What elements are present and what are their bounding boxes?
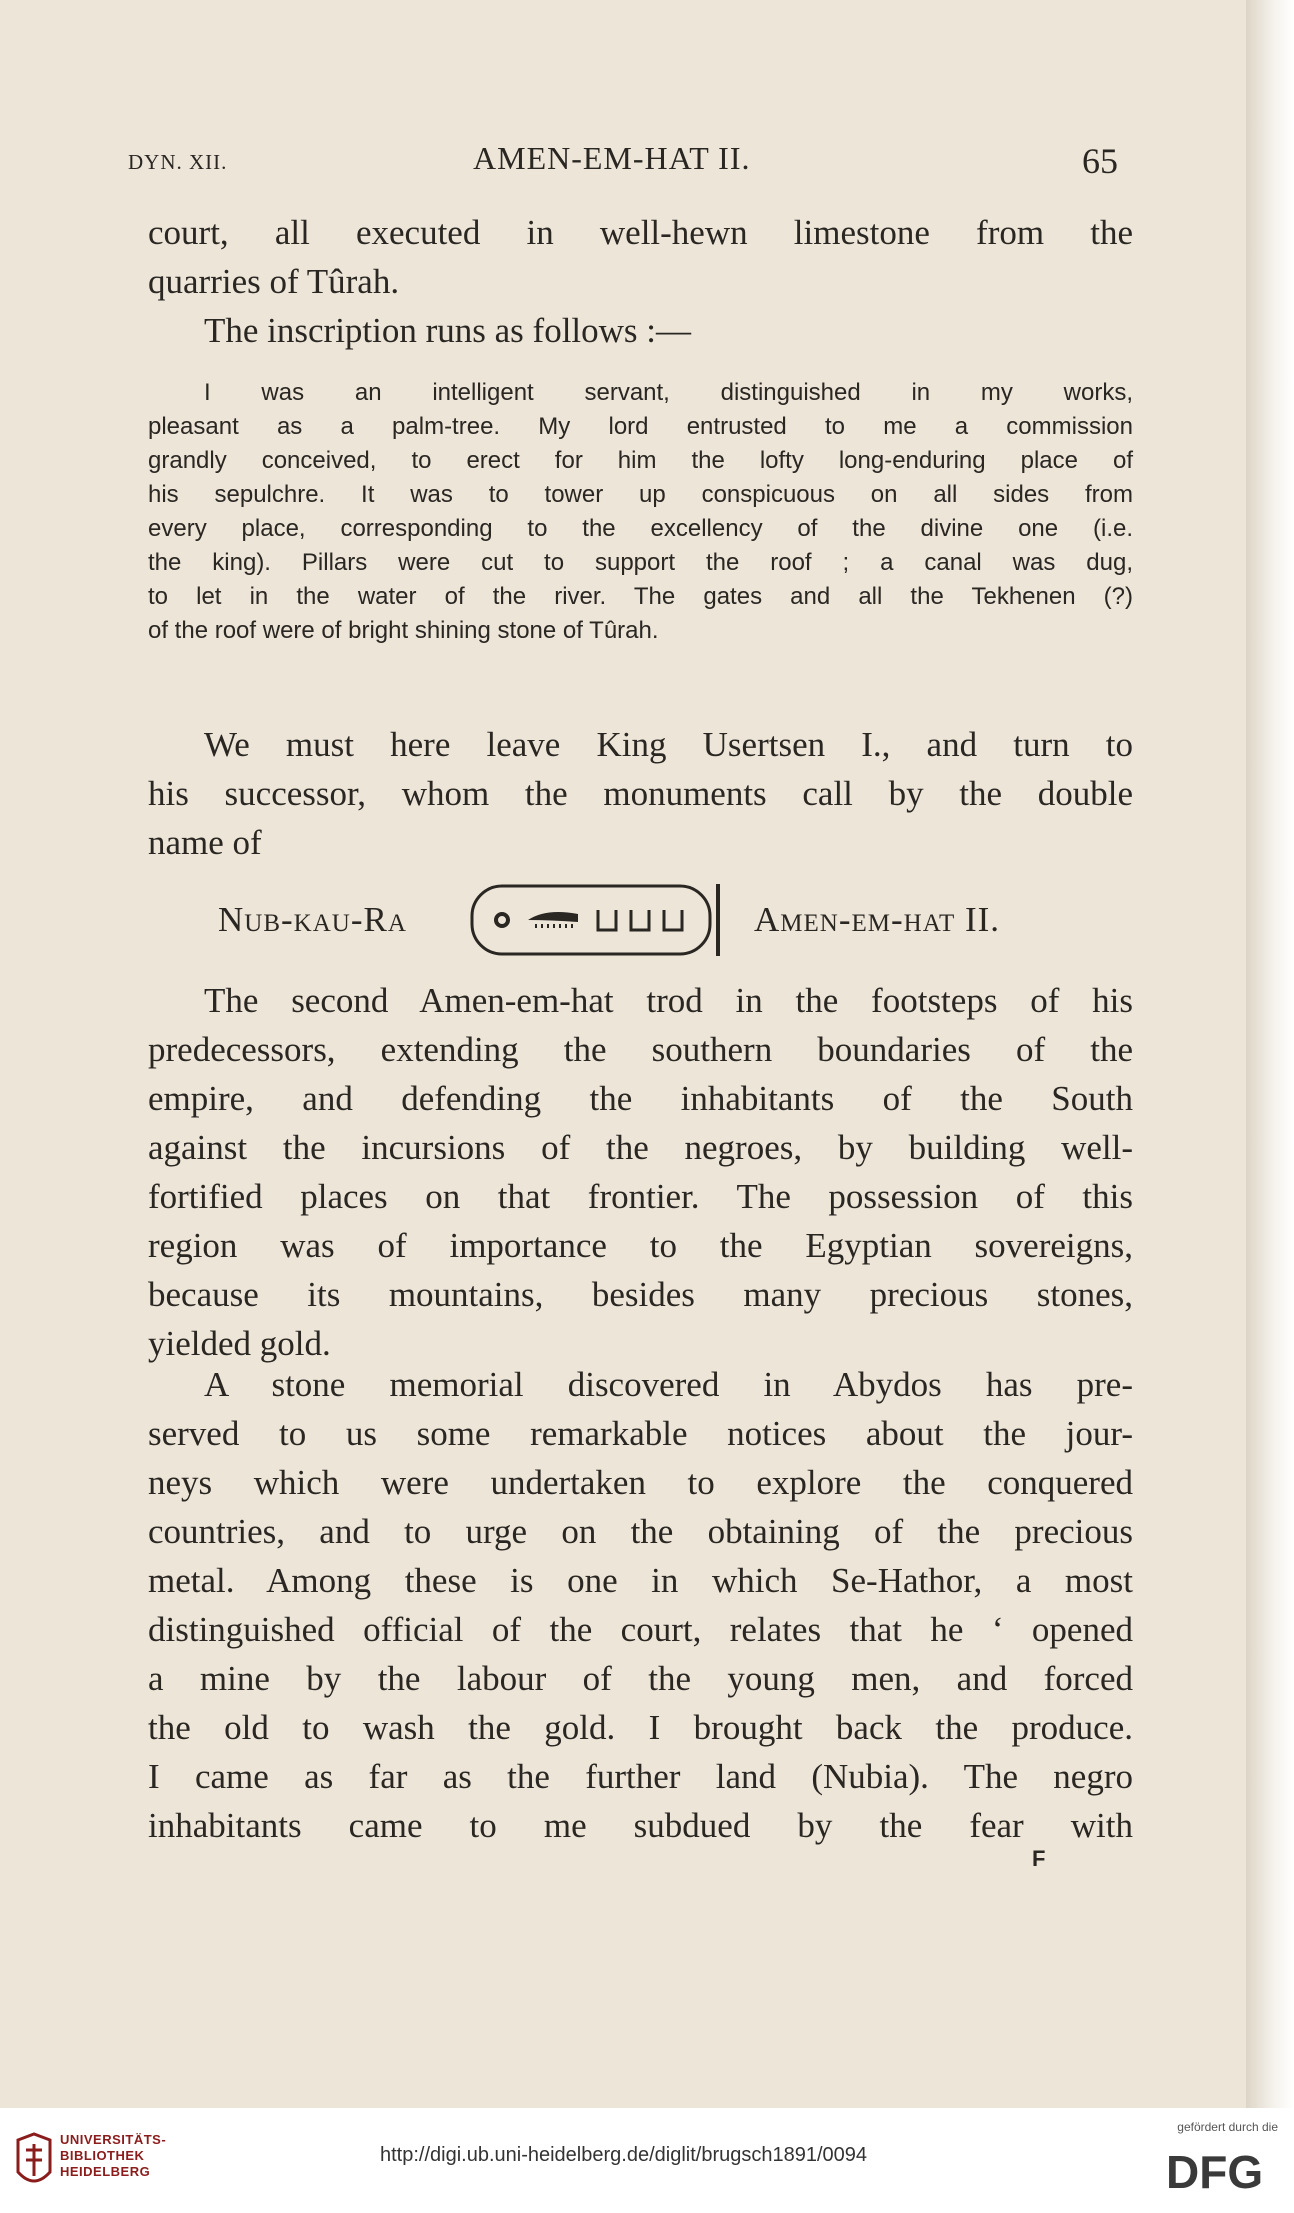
- text-line: The inscription runs as follows :—: [204, 311, 692, 350]
- personal-name: Amen-em-hat II.: [754, 900, 1001, 939]
- paragraph-4: [148, 976, 1133, 1368]
- text-line: We must here leave King Usertsen I., and turn to: [204, 725, 1133, 764]
- paragraph-3: [148, 720, 1133, 867]
- running-head: [128, 140, 1118, 184]
- quote-line: to let in the water of the river. The gates and all the Tekhenen (?): [148, 583, 1133, 610]
- running-head-title: AMEN-EM-HAT II.: [473, 140, 751, 176]
- text-line: neys which were undertaken to explore the conquered: [148, 1463, 1133, 1502]
- text-line: predecessors, extending the southern boundaries of the: [148, 1030, 1133, 1069]
- paragraph-5: [148, 1360, 1133, 1850]
- text-line: distinguished official of the court, relates that he ‘ opened: [148, 1610, 1133, 1649]
- cartouche-hieroglyph-icon: [466, 880, 728, 960]
- running-head-dynasty: DYN. XII.: [128, 150, 228, 174]
- text-line: region was of importance to the Egyptian sovereigns,: [148, 1226, 1133, 1265]
- text-line: countries, and to urge on the obtaining of the precious: [148, 1512, 1133, 1551]
- quote-line: his sepulchre. It was to tower up conspicuous on all sides from: [148, 481, 1133, 508]
- text-line: court, all executed in well-hewn limestone from the: [148, 213, 1133, 252]
- quote-line: the king). Pillars were cut to support the roof ; a canal was dug,: [148, 549, 1133, 576]
- text-line: fortified places on that frontier. The possession of this: [148, 1177, 1133, 1216]
- paragraph-1: [148, 208, 1133, 355]
- quote-line: every place, corresponding to the excellency of the divine one (i.e.: [148, 515, 1133, 542]
- text-line: A stone memorial discovered in Abydos has pre-: [204, 1365, 1133, 1404]
- throne-name: Nub-kau-Ra: [218, 900, 407, 939]
- text-line: empire, and defending the inhabitants of the South: [148, 1079, 1133, 1118]
- text-line: I came as far as the further land (Nubia). The negro: [148, 1757, 1133, 1796]
- library-name-line: BIBLIOTHEK: [60, 2148, 145, 2163]
- text-line: inhabitants came to me subdued by the fear with: [148, 1806, 1133, 1845]
- page-edge: [1246, 0, 1294, 2108]
- source-url-link[interactable]: http://digi.ub.uni-heidelberg.de/diglit/brugsch1891/0094: [380, 2144, 868, 2166]
- digitization-footer: [0, 2108, 1294, 2213]
- library-name: [60, 2132, 166, 2180]
- page-number: 65: [1082, 141, 1118, 181]
- quote-line: pleasant as a palm-tree. My lord entrusted to me a commission: [148, 413, 1133, 440]
- text-line: metal. Among these is one in which Se-Hathor, a most: [148, 1561, 1133, 1600]
- text-line: yielded gold.: [148, 1324, 331, 1363]
- text-line: against the incursions of the negroes, by building well-: [148, 1128, 1133, 1167]
- text-line: a mine by the labour of the young men, and forced: [148, 1659, 1133, 1698]
- inscription-quote: [148, 376, 1133, 648]
- text-line: name of: [148, 823, 262, 862]
- dfg-logo-icon: [1166, 2142, 1278, 2196]
- text-line: his successor, whom the monuments call by the double: [148, 774, 1133, 813]
- quote-line: grandly conceived, to erect for him the lofty long-enduring place of: [148, 447, 1133, 474]
- dfg-logo-text: DFG: [1166, 2146, 1264, 2196]
- royal-names-row: [218, 872, 1118, 968]
- signature-mark: F: [1032, 1846, 1046, 1871]
- text-line: The second Amen-em-hat trod in the footsteps of his: [204, 981, 1133, 1020]
- funder-text: gefördert durch die: [1177, 2120, 1278, 2134]
- text-line: served to us some remarkable notices about the jour-: [148, 1414, 1133, 1453]
- quote-line: I was an intelligent servant, distinguished in my works,: [204, 379, 1133, 406]
- quote-line: of the roof were of bright shining stone of Tûrah.: [148, 617, 659, 644]
- library-name-line: HEIDELBERG: [60, 2164, 151, 2179]
- library-name-line: UNIVERSITÄTS-: [60, 2132, 167, 2147]
- text-line: quarries of Tûrah.: [148, 262, 400, 301]
- text-line: because its mountains, besides many precious stones,: [148, 1275, 1133, 1314]
- text-line: the old to wash the gold. I brought back the produce.: [148, 1708, 1133, 1747]
- university-library-logo-icon: [14, 2132, 54, 2192]
